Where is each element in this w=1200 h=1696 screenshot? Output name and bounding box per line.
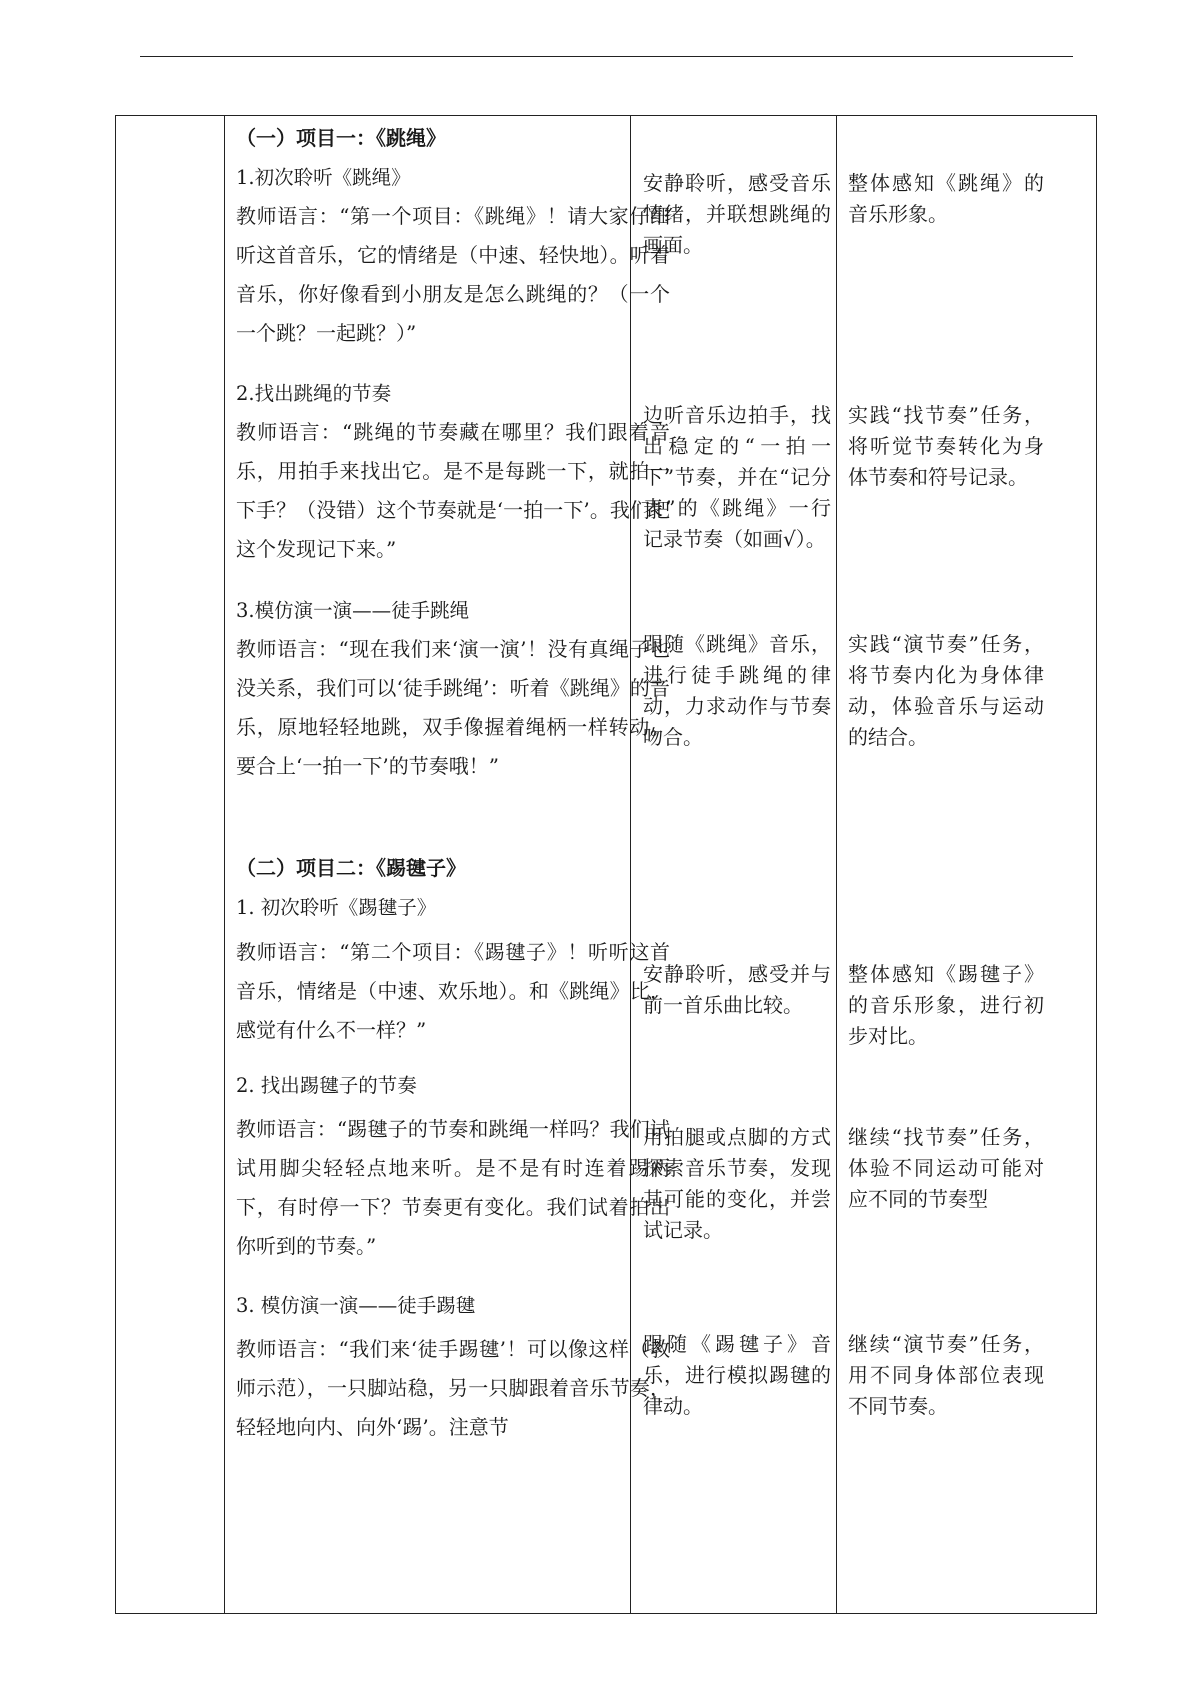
design-intent: 实践“找节奏”任务，将听觉节奏转化为身体节奏和符号记录。 [848,403,1044,489]
teacher-speech: 教师语言：“现在我们来‘演一演’！没有真绳子也没关系，我们可以‘徒手跳绳’：听着《跳绳》的音乐，原地轻轻地跳，双手像握着绳柄一样转动。要合上‘一拍一下’的节奏哦！” [236,637,670,778]
lesson-plan-table [115,115,1097,1614]
student-activity: 安静聆听，感受并与前一首乐曲比较。 [643,962,831,1017]
column-divider-1 [224,116,225,1613]
column-divider-3 [836,116,837,1613]
teacher-speech: 教师语言：“第二个项目：《踢毽子》！听听这首音乐，情绪是（中速、欢乐地）。和《跳绳》比，感觉有什么不一样？” [236,940,670,1042]
student-activity: 跟随《跳绳》音乐，进行徒手跳绳的律动，力求动作与节奏吻合。 [643,632,831,749]
student-activity: 用拍腿或点脚的方式探索音乐节奏，发现其可能的变化，并尝试记录。 [643,1125,831,1242]
step-title: 2. 找出踢毽子的节奏 [236,1074,417,1097]
step-title: 1.初次聆听《跳绳》 [236,166,411,189]
step-title: 2.找出跳绳的节奏 [236,382,392,405]
step-title: 3. 模仿演一演——徒手踢毽 [236,1294,476,1317]
teacher-speech: 教师语言：“跳绳的节奏藏在哪里？我们跟着音乐，用拍手来找出它。是不是每跳一下，就拍一下手？（没错）这个节奏就是‘一拍一下’。我们把这个发现记下来。” [236,420,670,561]
teacher-speech: 教师语言：“踢毽子的节奏和跳绳一样吗？我们试试用脚尖轻轻点地来听。是不是有时连着踢两下，有时停一下？节奏更有变化。我们试着拍出你听到的节奏。” [236,1117,670,1258]
design-intent: 整体感知《跳绳》的音乐形象。 [848,171,1044,226]
design-intent: 继续“演节奏”任务，用不同身体部位表现不同节奏。 [848,1332,1044,1418]
student-activity: 安静聆听，感受音乐情绪，并联想跳绳的画面。 [643,171,831,257]
section-heading: （二）项目二：《踢毽子》 [236,856,466,880]
design-intent: 实践“演节奏”任务，将节奏内化为身体律动，体验音乐与运动的结合。 [848,632,1044,749]
teacher-speech: 教师语言：“第一个项目：《跳绳》！请大家仔细听这首音乐，它的情绪是（中速、轻快地）。听着音乐，你好像看到小朋友是怎么跳绳的？（一个一个跳？一起跳？）” [236,204,670,345]
header-rule [140,56,1073,57]
student-activity: 边听音乐边拍手，找出稳定的“一拍一下”节奏，并在“记分表”的《跳绳》一行记录节奏（如画√）。 [643,403,831,551]
step-title: 3.模仿演一演——徒手跳绳 [236,599,470,622]
design-intent: 继续“找节奏”任务，体验不同运动可能对应不同的节奏型 [848,1125,1044,1211]
student-activity: 跟随《踢毽子》音乐，进行模拟踢毽的律动。 [643,1332,831,1418]
section-heading: （一）项目一：《跳绳》 [236,126,446,150]
teacher-speech: 教师语言：“我们来‘徒手踢毽’！可以像这样（教师示范），一只脚站稳，另一只脚跟着音乐节奏，轻轻地向内、向外‘踢’。注意节 [236,1337,670,1439]
step-title: 1. 初次聆听《踢毽子》 [236,896,437,919]
design-intent: 整体感知《踢毽子》的音乐形象，进行初步对比。 [848,962,1044,1048]
